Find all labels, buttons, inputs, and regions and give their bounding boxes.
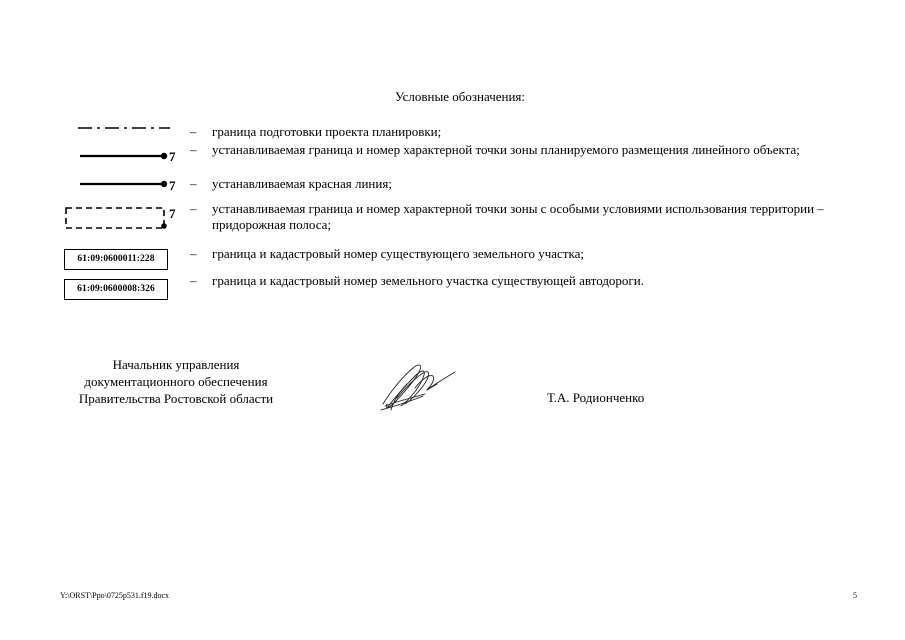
dashed-rectangle-with-point-icon: [60, 203, 180, 233]
footer-file-path: Y:\ORST\Ppo\0725p531.f19.docx: [60, 591, 170, 600]
signer-position: [60, 356, 292, 407]
legend-dash-6: –: [190, 273, 197, 288]
point-number-label: 7: [169, 149, 176, 164]
legend-dash-3: –: [190, 176, 197, 191]
signer-position-line-2: документационного обеспечения: [84, 374, 268, 389]
legend-item-5-text: граница и кадастровый номер существующего земельного участка;: [212, 246, 585, 261]
legend-item-1-text: граница подготовки проекта планировки;: [212, 124, 442, 139]
legend-dash-2: –: [190, 142, 197, 157]
handwritten-signature-icon: [375, 358, 460, 418]
solid-line-with-point-icon: [60, 176, 180, 192]
solid-line-with-point-icon: [60, 148, 180, 164]
legend-dash-1: –: [190, 124, 197, 139]
dash-dot-line-icon: [60, 122, 180, 134]
point-number-label: 7: [169, 178, 176, 193]
legend-item-3-text: устанавливаемая красная линия;: [212, 176, 392, 191]
point-number-label: 7: [169, 206, 176, 221]
legend-dash-4: –: [190, 201, 197, 216]
legend-dash-5: –: [190, 246, 197, 261]
page-number: 5: [853, 591, 857, 600]
signer-name: Т.А. Родионченко: [547, 390, 645, 405]
legend-item-2-text: устанавливаемая граница и номер характерной точки зоны планируемого размещения линейного объекта;: [212, 142, 800, 157]
signer-position-line-1: Начальник управления: [112, 357, 240, 372]
legend-item-6-text: граница и кадастровый номер земельного участка существующей автодороги.: [212, 273, 644, 288]
cadastral-box-icon: 61:09:0600011:228: [64, 249, 168, 270]
cadastral-box-icon: 61:09:0600008:326: [64, 279, 168, 300]
signer-position-line-3: Правительства Ростовской области: [78, 391, 274, 406]
legend-item-4-text: устанавливаемая граница и номер характерной точки зоны с особыми условиями использования территории – придорожная полоса;: [212, 201, 824, 232]
legend-title: Условные обозначения:: [394, 89, 526, 104]
